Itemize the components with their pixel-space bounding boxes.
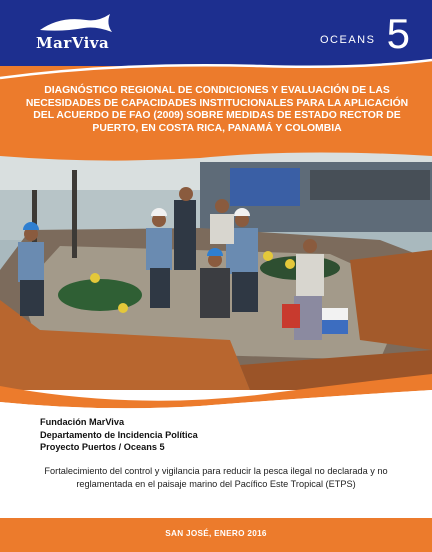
project-name: Proyecto Puertos / Oceans 5 bbox=[40, 442, 165, 452]
organization-block bbox=[40, 416, 400, 454]
fishing-boat-photo bbox=[0, 150, 432, 390]
department-name: Departamento de Incidencia Política bbox=[40, 429, 198, 440]
title-band-curve bbox=[0, 56, 432, 86]
oceans-logo-text: OCEANS bbox=[320, 34, 376, 46]
cover-photo bbox=[0, 150, 432, 390]
marviva-logo-text: MarViva bbox=[36, 34, 110, 52]
footer-bar bbox=[0, 518, 432, 552]
footer-place-date: SAN JOSÉ, ENERO 2016 bbox=[165, 529, 267, 538]
oceans-logo-number: 5 bbox=[386, 10, 410, 57]
orange-swoosh bbox=[0, 366, 432, 412]
document-title: DIAGNÓSTICO REGIONAL DE CONDICIONES Y EVALUACIÓN DE LAS NECESIDADES DE CAPACIDADES INSTITUCIONALES PARA LA APLICACIÓN DEL ACUERDO DE FAO (2009) SOBRE MEDIDAS DE ESTADO RECTOR DE PUERTO, EN COSTA RICA, PANAMÁ Y COLOMBIA bbox=[25, 85, 409, 134]
oceans5-logo bbox=[320, 12, 410, 58]
marviva-logo bbox=[24, 12, 124, 52]
organization-name: Fundación MarViva bbox=[40, 417, 125, 427]
project-description: Fortalecimiento del control y vigilancia para reducir la pesca ilegal no declarada y no reglamentada en el paisaje marino del Pacífico Este Tropical (ETPS) bbox=[44, 466, 388, 489]
